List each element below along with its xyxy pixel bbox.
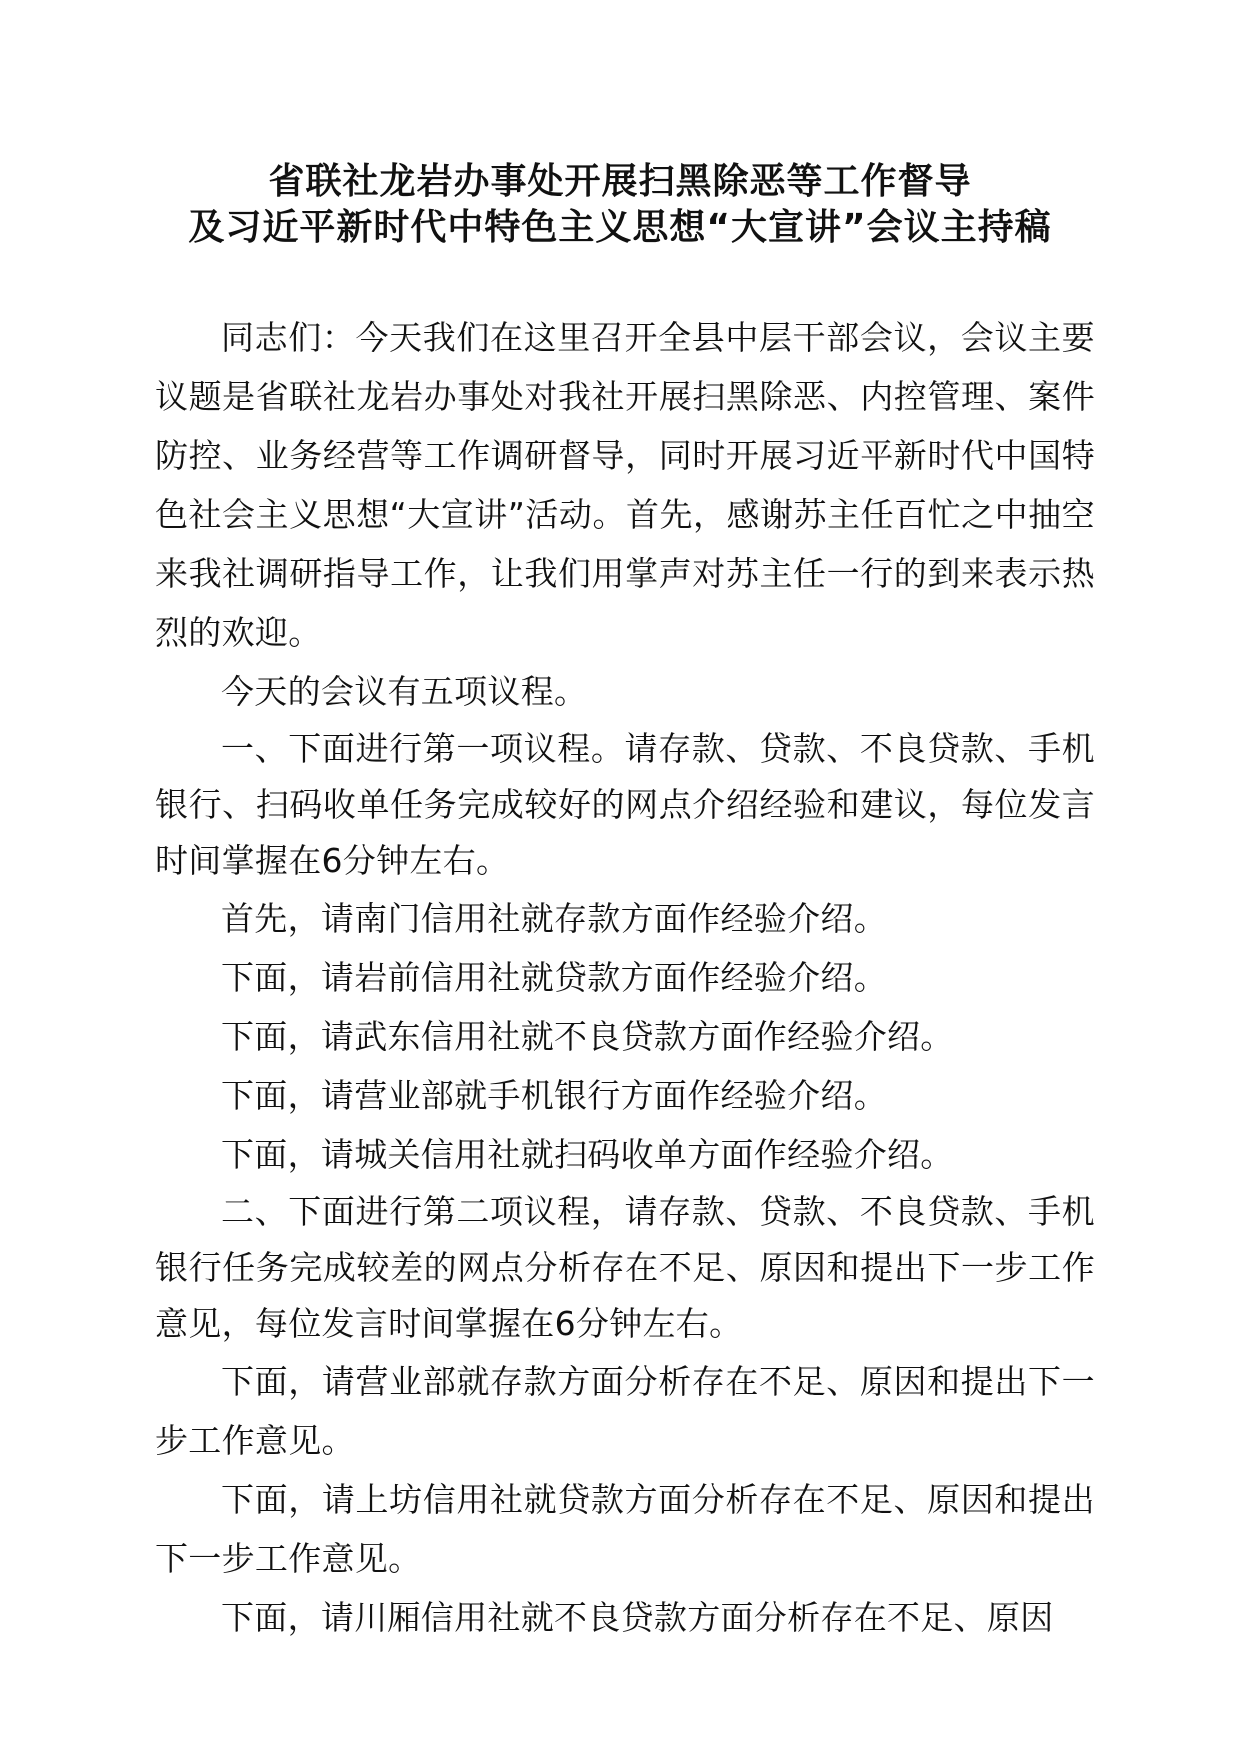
document-title-line-2: 及习近平新时代中特色主义思想“大宣讲”会议主持稿 [188, 207, 1052, 248]
paragraph-speaker-chengguan: 下面，请城关信用社就扫码收单方面作经验介绍。 [221, 1135, 954, 1174]
paragraph-analysis-chuanxiang: 下面，请川厢信用社就不良贷款方面分析存在不足、原因 [221, 1598, 1054, 1637]
paragraph-analysis-yingyebu: 下面，请营业部就存款方面分析存在不足、原因和提出下一步工作意见。 [155, 1362, 1095, 1460]
paragraph-speaker-wudong: 下面，请武东信用社就不良贷款方面作经验介绍。 [221, 1017, 954, 1056]
paragraph-speaker-nanmen: 首先，请南门信用社就存款方面作经验介绍。 [221, 899, 887, 938]
document-body [155, 308, 1095, 1647]
paragraph-agenda-item-1: 一、下面进行第一项议程。请存款、贷款、不良贷款、手机银行、扫码收单任务完成较好的网点介绍经验和建议，每位发言时间掌握在6分钟左右。 [155, 729, 1095, 880]
paragraph-speaker-yanqian: 下面，请岩前信用社就贷款方面作经验介绍。 [221, 958, 887, 997]
paragraph-opening: 同志们：今天我们在这里召开全县中层干部会议，会议主要议题是省联社龙岩办事处对我社开展扫黑除恶、内控管理、案件防控、业务经营等工作调研督导，同时开展习近平新时代中国特色社会主义思想“大宣讲”活动。首先，感谢苏主任百忙之中抽空来我社调研指导工作，让我们用掌声对苏主任一行的到来表示热烈的欢迎。 [155, 318, 1095, 652]
paragraph-speaker-yingyebu: 下面，请营业部就手机银行方面作经验介绍。 [221, 1076, 887, 1115]
document-title-line-1: 省联社龙岩办事处开展扫黑除恶等工作督导 [268, 161, 972, 202]
paragraph-analysis-shangfang: 下面，请上坊信用社就贷款方面分析存在不足、原因和提出下一步工作意见。 [155, 1480, 1095, 1578]
paragraph-agenda-intro: 今天的会议有五项议程。 [221, 672, 588, 711]
paragraph-agenda-item-2: 二、下面进行第二项议程，请存款、贷款、不良贷款、手机银行任务完成较差的网点分析存在不足、原因和提出下一步工作意见，每位发言时间掌握在6分钟左右。 [155, 1192, 1095, 1343]
